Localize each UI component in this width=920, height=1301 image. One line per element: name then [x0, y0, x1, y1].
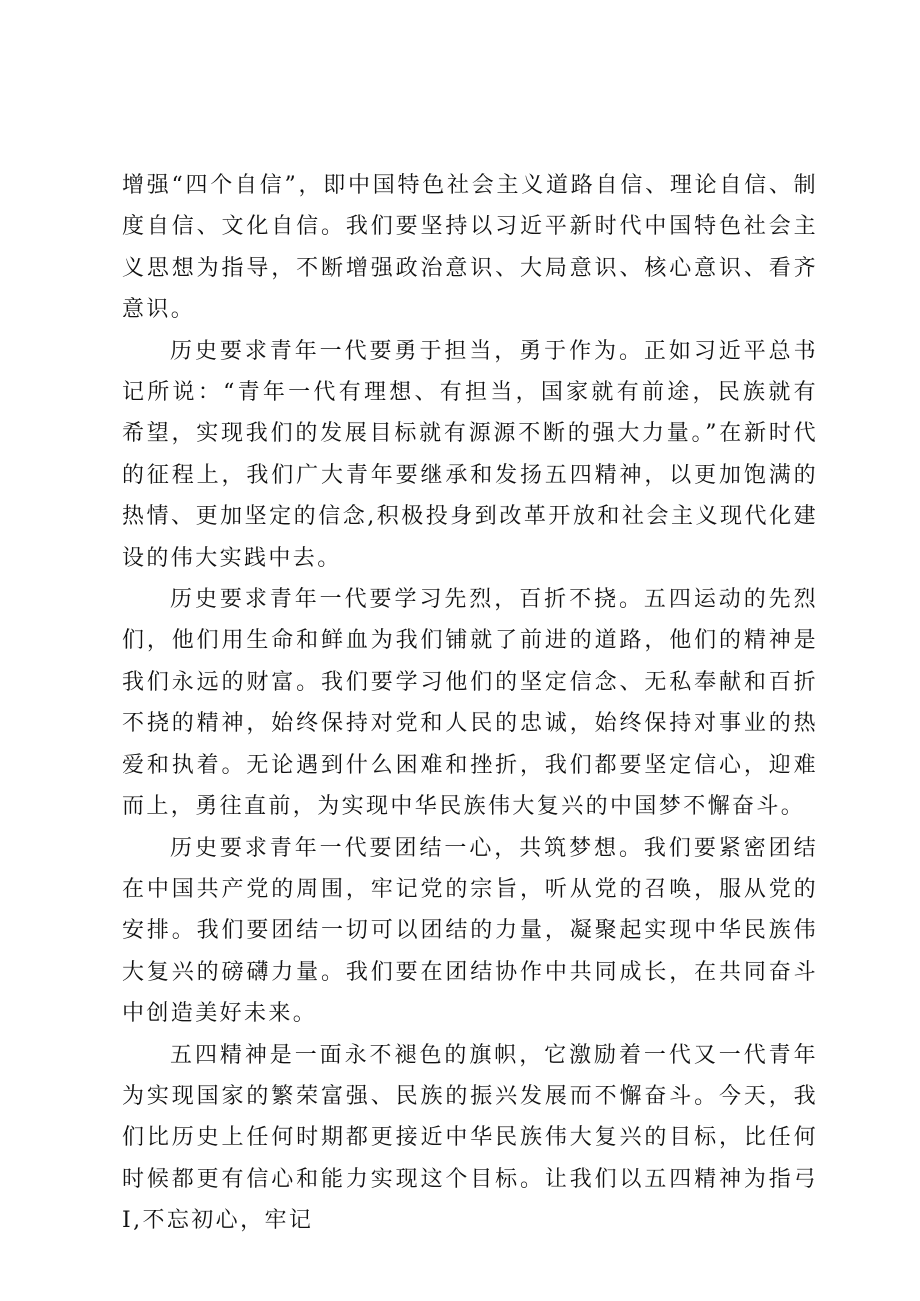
- document-body: [122, 165, 818, 1242]
- paragraph-learn-from-martyrs: 历史要求青年一代要学习先烈，百折不挠。五四运动的先烈们，他们用生命和鲜血为我们铺就了前进的道路，他们的精神是我们永远的财富。我们要学习他们的坚定信念、无私奉献和百折不挠的精神，始终保持对党和人民的忠诚，始终保持对事业的热爱和执着。无论遇到什么困难和挫折，我们都要坚定信心，迎难而上，勇往直前，为实现中华民族伟大复兴的中国梦不懈奋斗。: [122, 587, 818, 820]
- paragraph-four-confidences: 增强“四个自信”，即中国特色社会主义道路自信、理论自信、制度自信、文化自信。我们要坚持以习近平新时代中国特色社会主义思想为指导，不断增强政治意识、大局意识、核心意识、看齐意识。: [122, 173, 818, 323]
- paragraph-unite-as-one: 历史要求青年一代要团结一心，共筑梦想。我们要紧密团结在中国共产党的周围，牢记党的宗旨，听从党的召唤，服从党的安排。我们要团结一切可以团结的力量，凝聚起实现中华民族伟大复兴的磅礴力量。我们要在团结协作中共同成长，在共同奋斗中创造美好未来。: [122, 835, 818, 1027]
- paragraph-take-responsibility: 历史要求青年一代要勇于担当，勇于作为。正如习近平总书记所说：“青年一代有理想、有担当，国家就有前途，民族就有希望，实现我们的发展目标就有源源不断的强大力量。”在新时代的征程上，我们广大青年要继承和发扬五四精神，以更加饱满的热情、更加坚定的信念,积极投身到改革开放和社会主义现代化建设的伟大实践中去。: [122, 338, 818, 571]
- paragraph-may-fourth-spirit: 五四精神是一面永不褪色的旗帜，它激励着一代又一代青年为实现国家的繁荣富强、民族的振兴发展而不懈奋斗。今天，我们比历史上任何时期都更接近中华民族伟大复兴的目标，比任何时候都更有信心和能力实现这个目标。让我们以五四精神为指弓I,不忘初心，牢记: [122, 1042, 818, 1234]
